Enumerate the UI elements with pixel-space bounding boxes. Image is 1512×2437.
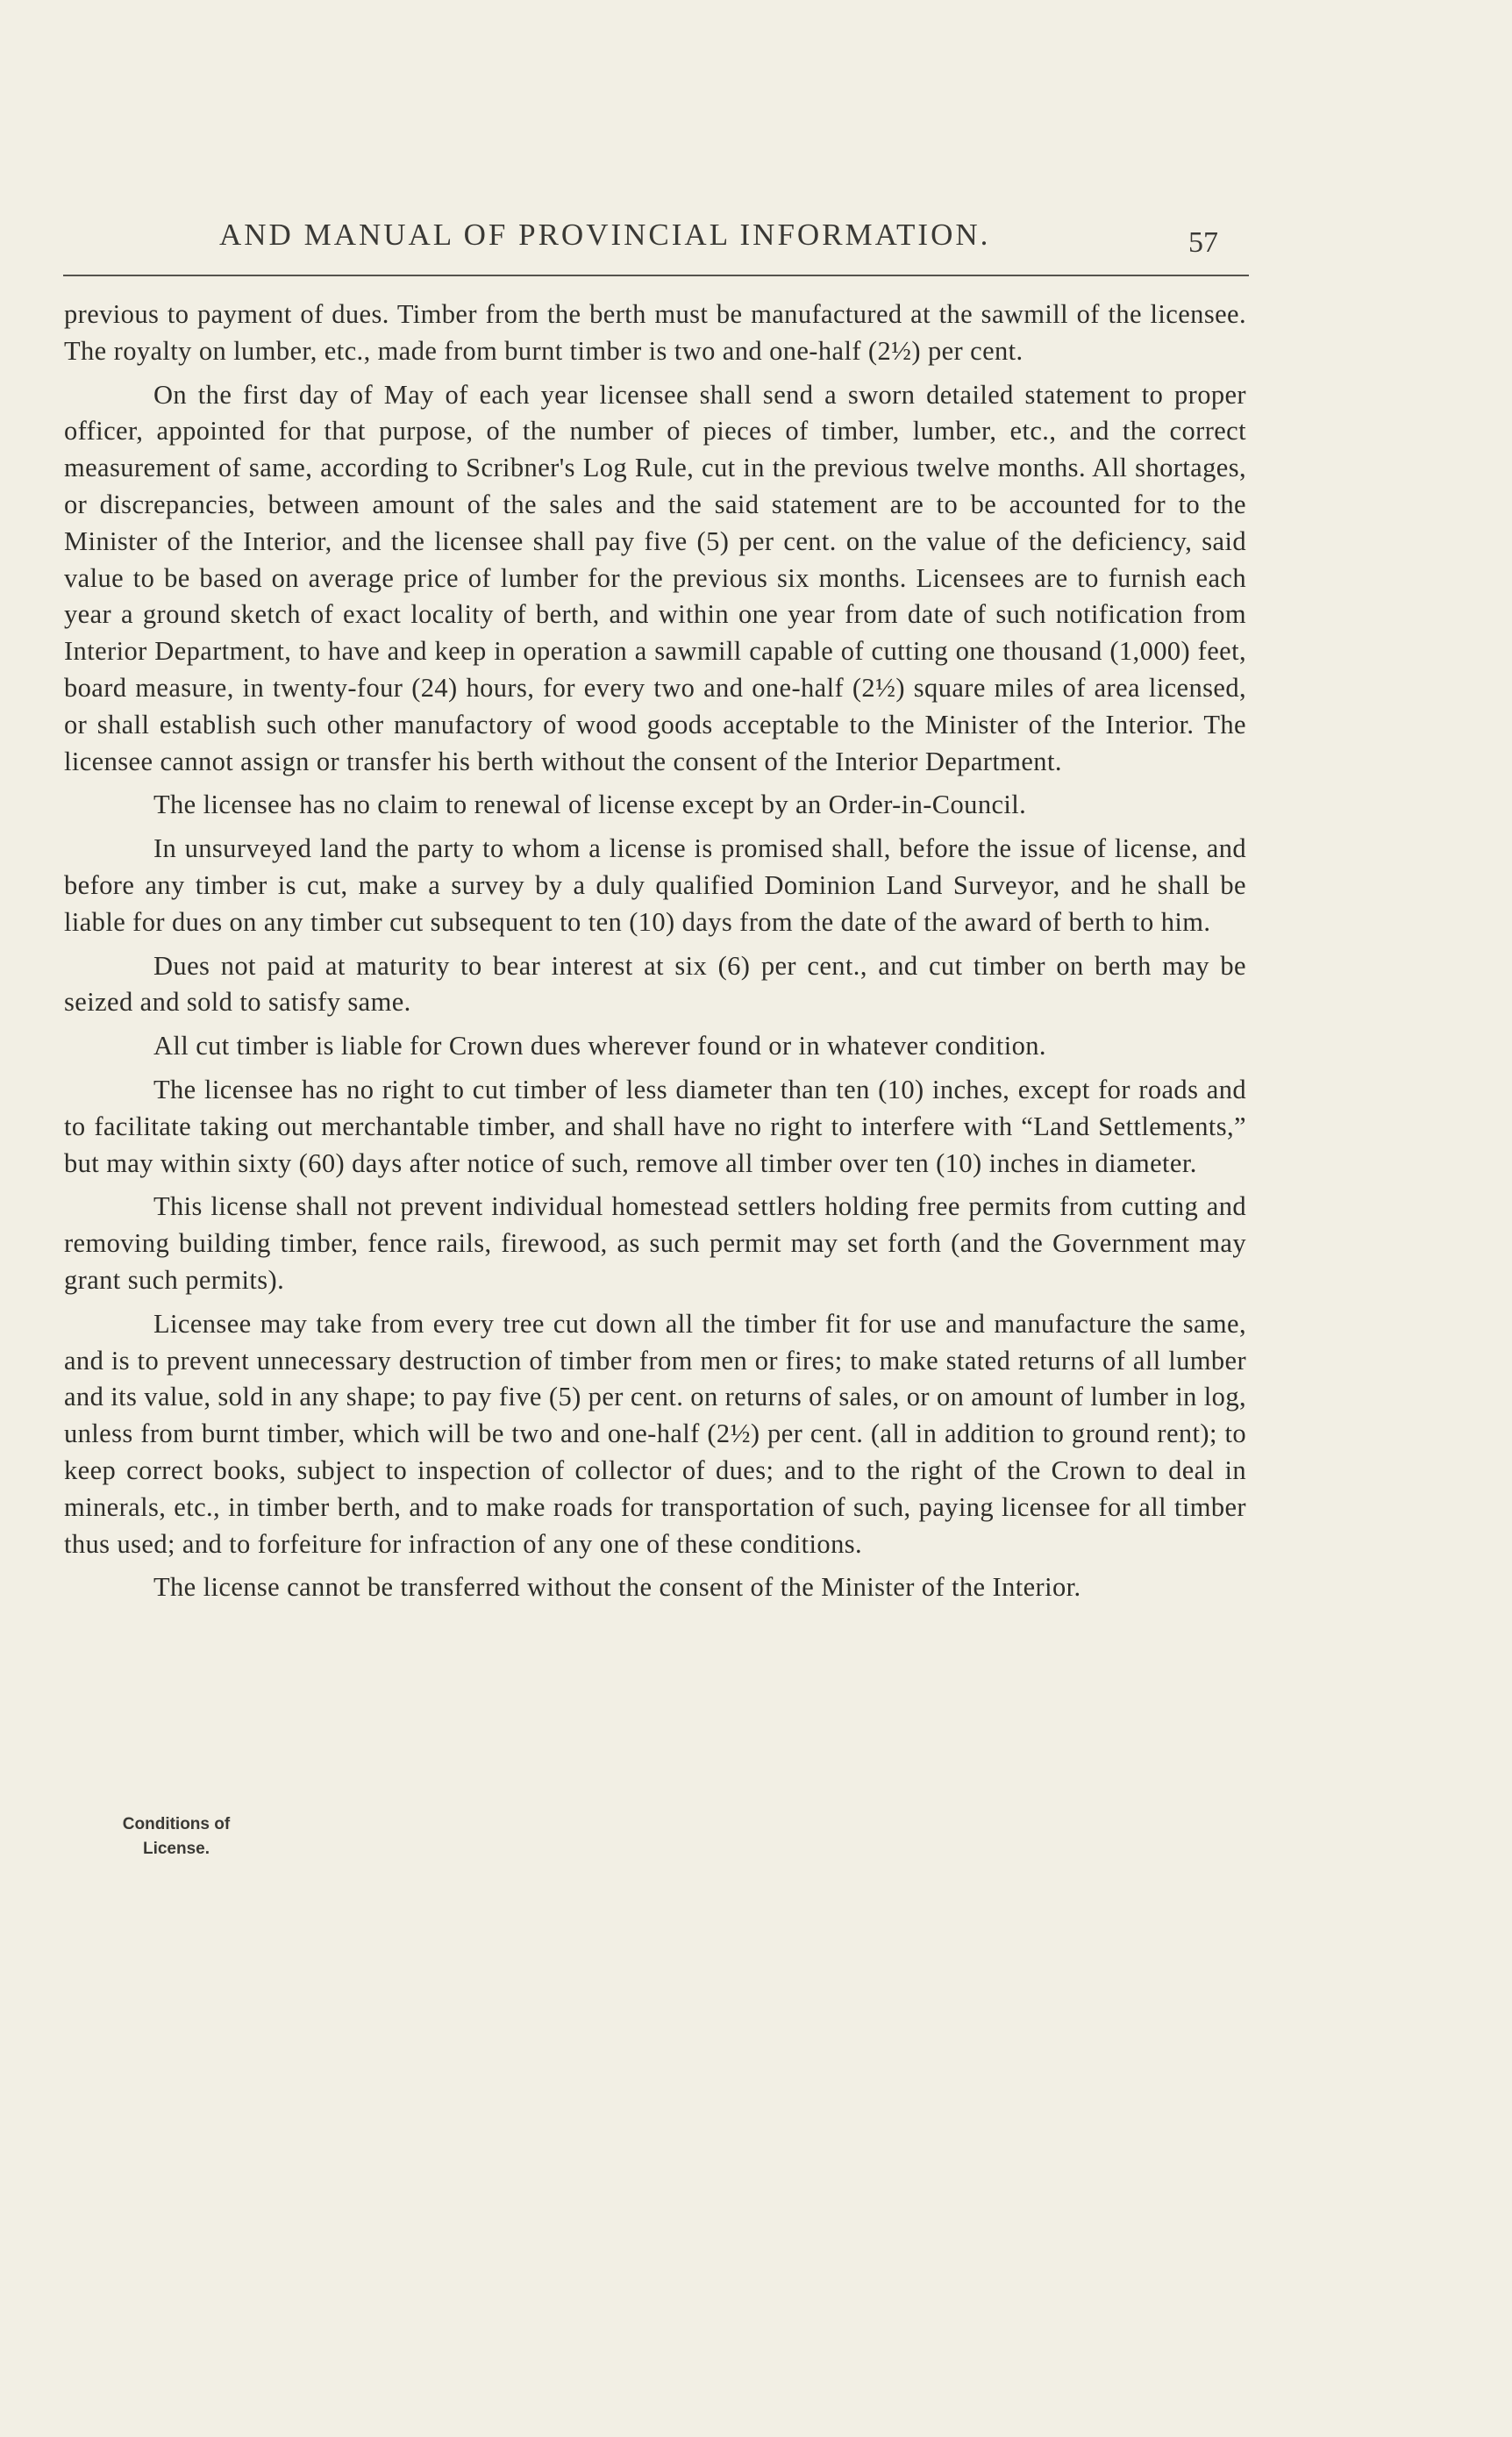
page-number: 57 [1188,226,1218,259]
paragraph-2: On the first day of May of each year licensee shall send a sworn detailed statement to proper officer, appointed for that purpose, of the number of pieces of timber, lumber, etc., and the correct measurement of same, according to Scribner's Log Rule, cut in the previous twelve months. All shortages, or discrepancies, between amount of the sales and the said statement are to be accounted for to the Minister of the Interior, and the licensee shall pay five (5) per cent. on the value of the deficiency, said value to be based on average price of lumber for the previous six months. Licensees are to furnish each year a ground sketch of exact locality of berth, and within one year from date of such notification from Interior Department, to have and keep in operation a sawmill capable of cutting one thousand (1,000) feet, board measure, in twenty-four (24) hours, for every two and one-half (2½) square miles of area licensed, or shall establish such other manufactory of wood goods acceptable to the Minister of the Interior. The licensee cannot assign or transfer his berth without the consent of the Interior Department. [64,379,1246,776]
paragraph-10: The license cannot be transferred without the consent of the Minister of the Interior. [153,1572,1081,1603]
paragraph-6: All cut timber is liable for Crown dues wherever found or in whatever condition. [153,1031,1046,1061]
margin-note-line-1: Conditions of [122,1815,231,1833]
paragraph-5: Dues not paid at maturity to bear interest at six (6) per cent., and cut timber on berth may be seized and sold to satisfy same. [64,950,1246,1018]
margin-note [93,1812,260,1862]
running-head: AND MANUAL OF PROVINCIAL INFORMATION. [219,218,991,252]
header-rule [63,275,1249,276]
paragraph-1: previous to payment of dues. Timber from the berth must be manufactured at the sawmill of the licensee. The royalty on lumber, etc., made from burnt timber is two and one-half (2½) per cent. [64,299,1246,366]
body-text [64,297,1246,1613]
paragraph-4: In unsurveyed land the party to whom a license is promised shall, before the issue of license, and before any timber is cut, make a survey by a duly qualified Dominion Land Surveyor, and he shall be liable for dues on any timber cut subsequent to ten (10) days from the date of the award of berth to him. [64,833,1246,937]
margin-note-line-2: License. [142,1840,210,1858]
paragraph-7: The licensee has no right to cut timber of less diameter than ten (10) inches, except for roads and to facilitate taking out merchantable timber, and shall have no right to interfere with “Land Settlements,” but may within sixty (60) days after notice of such, remove all timber over ten (10) inches in diameter. [64,1074,1246,1178]
paragraph-9: Licensee may take from every tree cut down all the timber fit for use and manufacture the same, and is to prevent unnecessary destruction of timber from men or fires; to make stated returns of all lumber and its value, sold in any shape; to pay five (5) per cent. on returns of sales, or on amount of lumber in log, unless from burnt timber, which will be two and one-half (2½) per cent. (all in addition to ground rent); to keep correct books, subject to inspection of collector of dues; and to the right of the Crown to deal in minerals, etc., in timber berth, and to make roads for transportation of such, paying licensee for all timber thus used; and to forfeiture for infraction of any one of these conditions. [64,1308,1246,1559]
paragraph-8: This license shall not prevent individual homestead settlers holding free permits from cutting and removing building timber, fence rails, firewood, as such permit may set forth (and the Government may grant such permits). [64,1191,1246,1295]
paragraph-3: The licensee has no claim to renewal of license except by an Order-in-Council. [153,790,1027,820]
